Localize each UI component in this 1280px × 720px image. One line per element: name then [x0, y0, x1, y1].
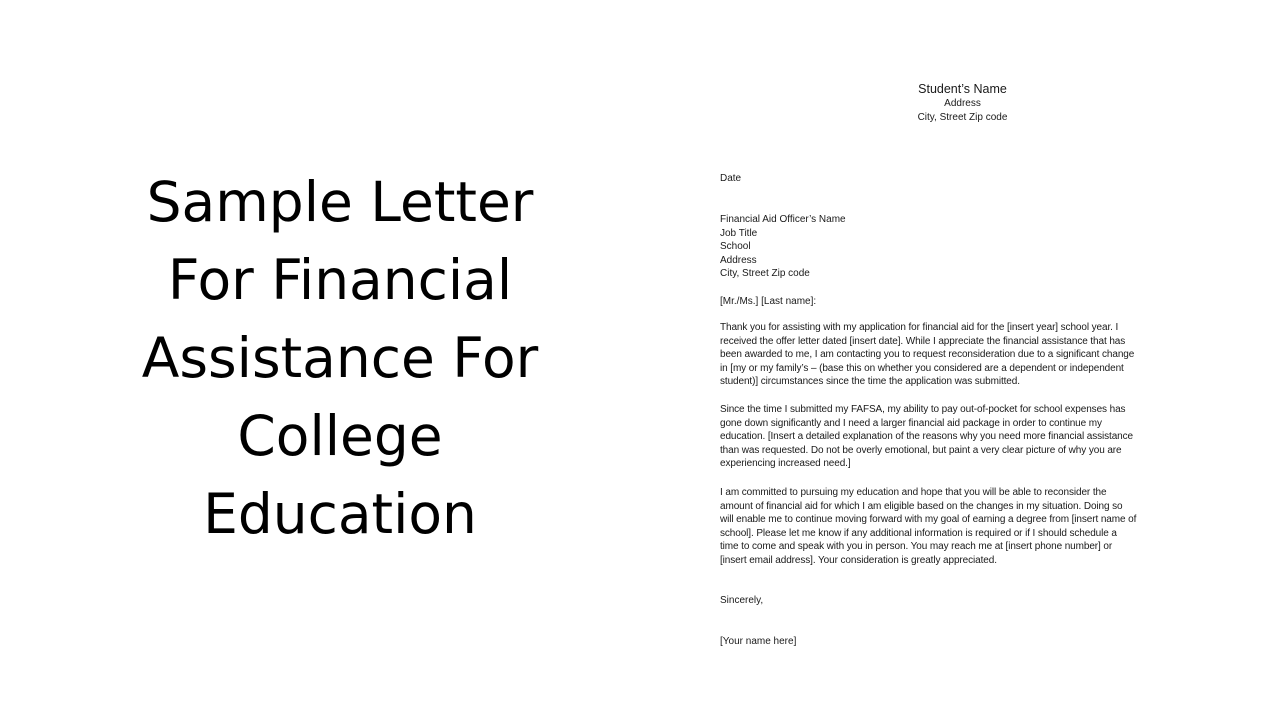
slide-title — [100, 163, 580, 553]
slide-title-line: College — [237, 404, 443, 468]
slide-title-line: For Financial — [167, 248, 513, 312]
recipient-line: School — [720, 241, 751, 253]
sender-city: City, Street Zip code — [917, 112, 1008, 123]
letter-signature: [Your name here] — [720, 636, 797, 647]
recipient-line: Job Title — [720, 227, 758, 239]
letter-paragraph-3: I am committed to pursuing my education and hope that you will be able to reconsider the amount of financial aid for which I am eligible based on the changes in my situation. Doing so will enable me to continue moving forward with my goal of earning a degree from [insert name of school]. Please let me know if any additional information is required or if I should schedule a time to come and speak with you in person. You may reach me at [insert phone number] or [insert email address]. Your consideration is greatly appreciated. — [720, 487, 1137, 566]
slide-title-line: Sample Letter — [146, 170, 534, 234]
letter-paragraph-2: Since the time I submitted my FAFSA, my ability to pay out-of-pocket for school expenses has gone down significantly and I need a larger financial aid package in order to continue my education. [Insert a detailed explanation of the reasons why you need more financial assistance than was requested. Do not be overly emotional, but paint a very clear picture of why you are experiencing increased need.] — [720, 404, 1133, 470]
recipient-line: Address — [720, 254, 757, 266]
sender-name: Student’s Name — [918, 82, 1007, 96]
slide-title-line: Education — [203, 482, 477, 546]
recipient-line: Financial Aid Officer’s Name — [720, 214, 846, 225]
letter-closing: Sincerely, — [720, 595, 764, 606]
letter-date: Date — [720, 173, 742, 184]
salutation: [Mr./Ms.] [Last name]: — [720, 296, 817, 307]
recipient-block — [720, 213, 1210, 281]
sender-block — [690, 82, 1235, 125]
slide-title-line: Assistance For — [141, 326, 539, 390]
letter-paragraph-1: Thank you for assisting with my application for financial aid for the [insert year] school year. I received the offer letter dated [insert date]. While I appreciate the financial assistance that has been awarded to me, I am contacting you to request reconsideration due to a significant change in [my or my family’s – (base this on whether you considered are a dependent or independent student)] circumstances since the time the application was submitted. — [720, 322, 1135, 388]
recipient-line: City, Street Zip code — [720, 268, 810, 280]
sample-letter-image — [690, 72, 1230, 662]
sender-address: Address — [944, 98, 981, 109]
